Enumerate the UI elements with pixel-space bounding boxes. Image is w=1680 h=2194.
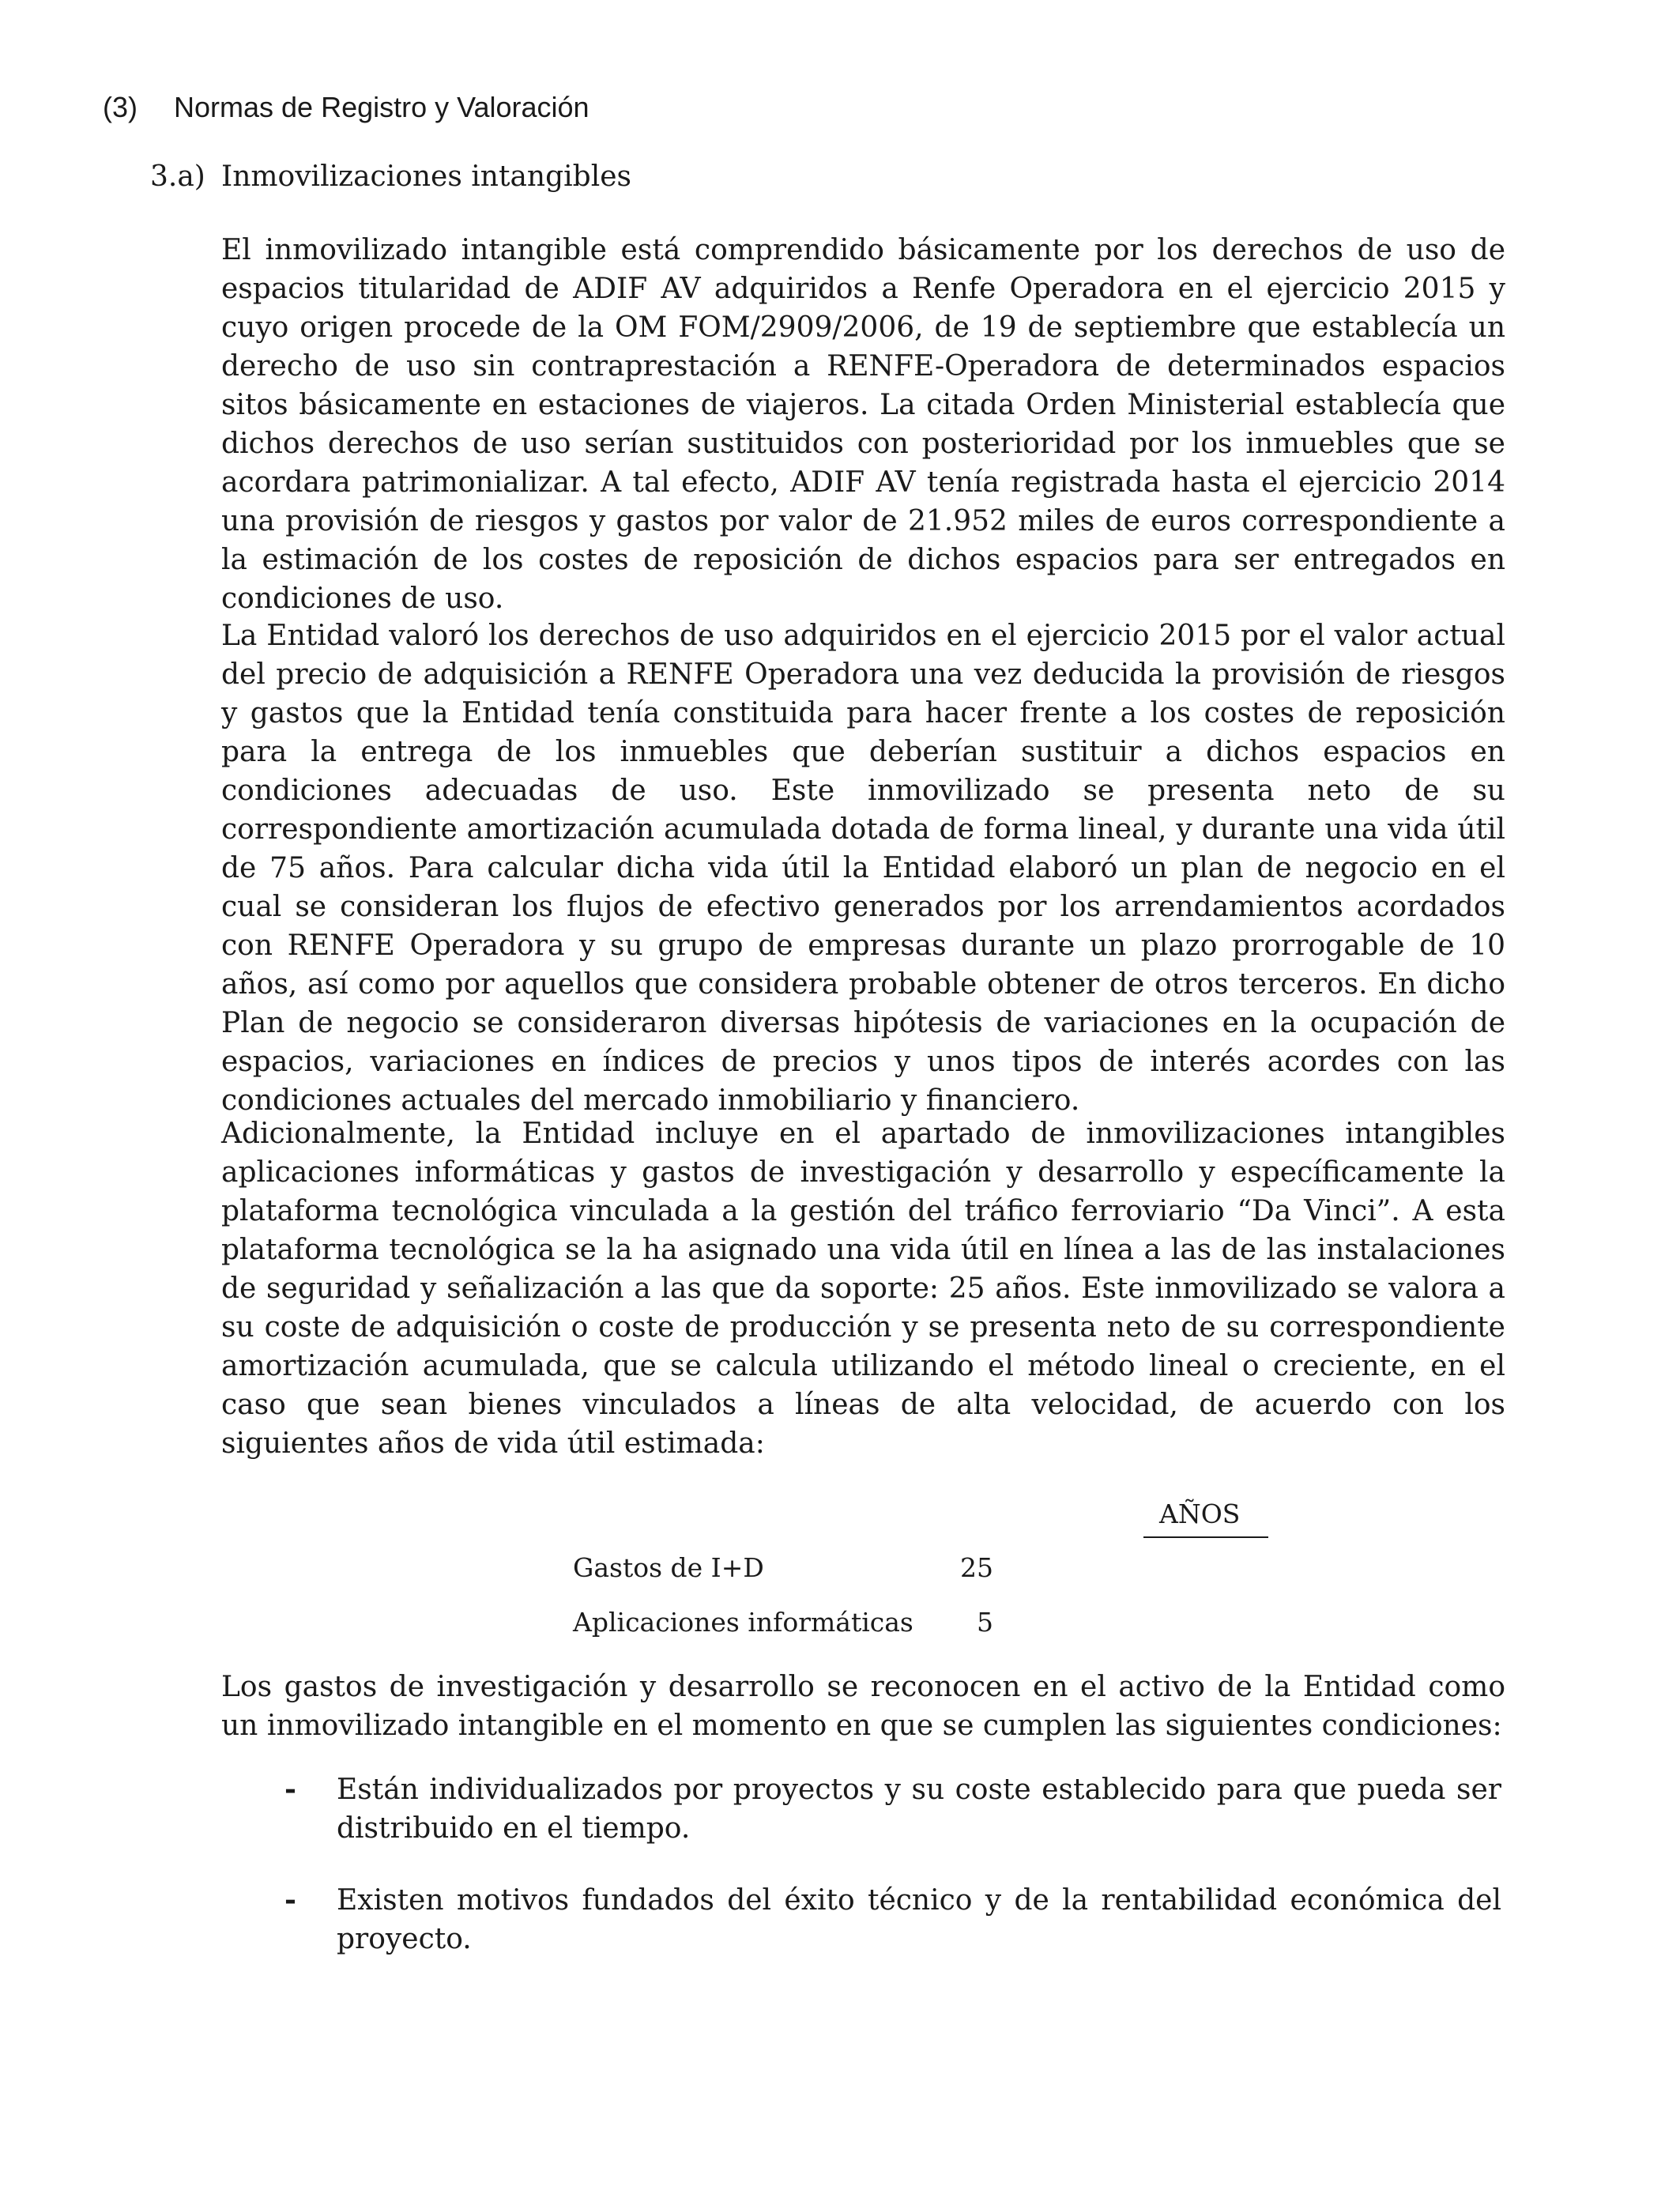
list-item-text: Existen motivos fundados del éxito técnico y de la rentabilidad económica del proyecto.	[337, 1884, 1501, 1955]
conditions-list	[284, 1770, 1501, 1848]
section-heading	[103, 89, 590, 126]
bullet-marker: -	[284, 1773, 296, 1806]
subsection-heading	[150, 158, 631, 196]
bullet-marker: -	[284, 1883, 296, 1917]
list-item	[284, 1881, 1501, 1958]
list-item-text: Están individualizados por proyectos y su coste establecido para que pueda ser distribuido en el tiempo.	[337, 1774, 1501, 1845]
table-row-value: 5	[977, 1607, 993, 1638]
section-title: Normas de Registro y Valoración	[174, 91, 590, 123]
section-number: (3)	[103, 91, 137, 123]
paragraph-condiciones: Los gastos de investigación y desarrollo se reconocen en el activo de la Entidad como un inmovilizado intangible en el momento en que se cumplen las siguientes condiciones:	[221, 1671, 1505, 1742]
list-item	[284, 1770, 1501, 1848]
table-header	[1143, 1497, 1268, 1538]
paragraph-valoracion: La Entidad valoró los derechos de uso adquiridos en el ejercicio 2015 por el valor actual del precio de adquisición a RENFE Operadora una vez deducida la provisión de riesgos y gastos que la Entidad tenía constituida para hacer frente a los costes de reposición para la entrega de los inmuebles que deberían sustituir a dichos espacios en condiciones adecuadas de uso. Este inmovilizado se presenta neto de su correspondiente amortización acumulada dotada de forma lineal, y durante una vida útil de 75 años. Para calcular dicha vida útil la Entidad elaboró un plan de negocio en el cual se consideran los flujos de efectivo generados por los arrendamientos acordados con RENFE Operadora y su grupo de empresas durante un plazo prorrogable de 10 años, así como por aquellos que considera probable obtener de otros terceros. En dicho Plan de negocio se consideraron diversas hipótesis de variaciones en la ocupación de espacios, variaciones en índices de precios y unos tipos de interés acordes con las condiciones actuales del mercado inmobiliario y financiero.	[221, 620, 1505, 1117]
table-row-value: 25	[960, 1552, 993, 1583]
table-header-label: AÑOS	[1159, 1498, 1241, 1529]
table-row-label: Aplicaciones informáticas	[573, 1607, 913, 1638]
conditions-list	[284, 1881, 1501, 1958]
subsection-title: Inmovilizaciones intangibles	[221, 160, 631, 193]
subsection-number: 3.a)	[150, 160, 205, 193]
paragraph-derechos-de-uso: El inmovilizado intangible está comprendido básicamente por los derechos de uso de espacios titularidad de ADIF AV adquiridos a Renfe Operadora en el ejercicio 2015 y cuyo origen procede de la OM FOM/2909/2006, de 19 de septiembre que establecía un derecho de uso sin contraprestación a RENFE-Operadora de determinados espacios sitos básicamente en estaciones de viajeros. La citada Orden Ministerial establecía que dichos derechos de uso serían sustituidos con posterioridad por los inmuebles que se acordara patrimonializar. A tal efecto, ADIF AV tenía registrada hasta el ejercicio 2014 una provisión de riesgos y gastos por valor de 21.952 miles de euros correspondiente a la estimación de los costes de reposición de dichos espacios para ser entregados en condiciones de uso.	[221, 234, 1505, 615]
table-row-label: Gastos de I+D	[573, 1552, 764, 1583]
paragraph-aplicaciones-informaticas: Adicionalmente, la Entidad incluye en el apartado de inmovilizaciones intangibles aplicaciones informáticas y gastos de investigación y desarrollo y específicamente la plataforma tecnológica vinculada a la gestión del tráfico ferroviario “Da Vinci”. A esta plataforma tecnológica se la ha asignado una vida útil en línea a las de las instalaciones de seguridad y señalización a las que da soporte: 25 años. Este inmovilizado se valora a su coste de adquisición o coste de producción y se presenta neto de su correspondiente amortización acumulada, que se calcula utilizando el método lineal o creciente, en el caso que sean bienes vinculados a líneas de alta velocidad, de acuerdo con los siguientes años de vida útil estimada:	[221, 1118, 1505, 1460]
